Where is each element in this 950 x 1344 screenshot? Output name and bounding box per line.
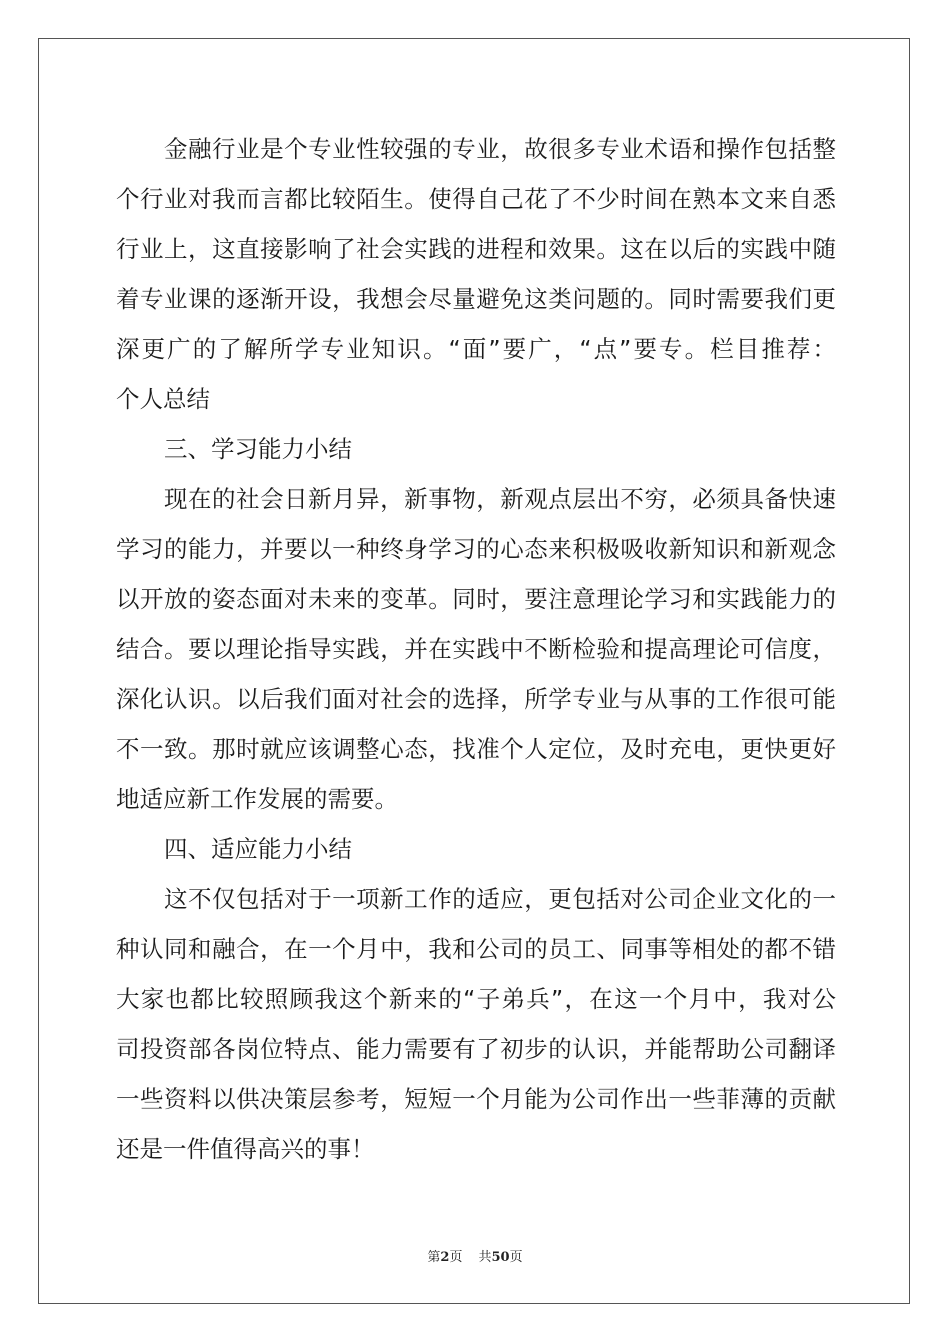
paragraph-line: 司投资部各岗位特点、能力需要有了初步的认识，并能帮助公司翻译	[116, 1035, 836, 1063]
paragraph-line: 着专业课的逐渐开设，我想会尽量避免这类问题的。同时需要我们更	[116, 285, 836, 313]
total-suffix: 页	[509, 1250, 523, 1265]
paragraph-line: 结合。要以理论指导实践，并在实践中不断检验和提高理论可信度，	[116, 635, 836, 663]
paragraph-line: 个人总结	[116, 385, 210, 413]
section-heading: 四、适应能力小结	[164, 835, 352, 863]
paragraph-line: 这不仅包括对于一项新工作的适应，更包括对公司企业文化的一	[164, 885, 836, 913]
paragraph-line: 学习的能力，并要以一种终身学习的心态来积极吸收新知识和新观念	[116, 535, 836, 563]
document-body	[116, 124, 836, 1174]
total-pages: 50	[491, 1250, 510, 1265]
paragraph-line: 还是一件值得高兴的事！	[116, 1135, 375, 1163]
paragraph-line: 种认同和融合，在一个月中，我和公司的员工、同事等相处的都不错	[116, 935, 836, 963]
total-prefix: 共	[478, 1250, 492, 1265]
page-number: 2	[440, 1250, 450, 1265]
paragraph-line: 地适应新工作发展的需要。	[116, 785, 398, 813]
paragraph-line: 大家也都比较照顾我这个新来的“子弟兵”，在这一个月中，我对公	[116, 985, 836, 1013]
paragraph-line: 现在的社会日新月异，新事物，新观点层出不穷，必须具备快速	[164, 485, 836, 513]
paragraph-line: 一些资料以供决策层参考，短短一个月能为公司作出一些菲薄的贡献	[116, 1085, 836, 1113]
page-suffix: 页	[449, 1250, 463, 1265]
section-heading: 三、学习能力小结	[164, 435, 352, 463]
paragraph-line: 个行业对我而言都比较陌生。使得自己花了不少时间在熟本文来自悉	[116, 185, 836, 213]
page-prefix: 第	[427, 1250, 441, 1265]
paragraph-line: 不一致。那时就应该调整心态，找准个人定位，及时充电，更快更好	[116, 735, 836, 763]
page-footer	[0, 1246, 950, 1265]
paragraph-line: 深化认识。以后我们面对社会的选择，所学专业与从事的工作很可能	[116, 685, 836, 713]
paragraph-line: 深更广的了解所学专业知识。“面”要广，“点”要专。栏目推荐：	[116, 335, 836, 363]
paragraph-line: 以开放的姿态面对未来的变革。同时，要注意理论学习和实践能力的	[116, 585, 836, 613]
paragraph-line: 行业上，这直接影响了社会实践的进程和效果。这在以后的实践中随	[116, 235, 836, 263]
paragraph-line: 金融行业是个专业性较强的专业，故很多专业术语和操作包括整	[164, 135, 836, 163]
